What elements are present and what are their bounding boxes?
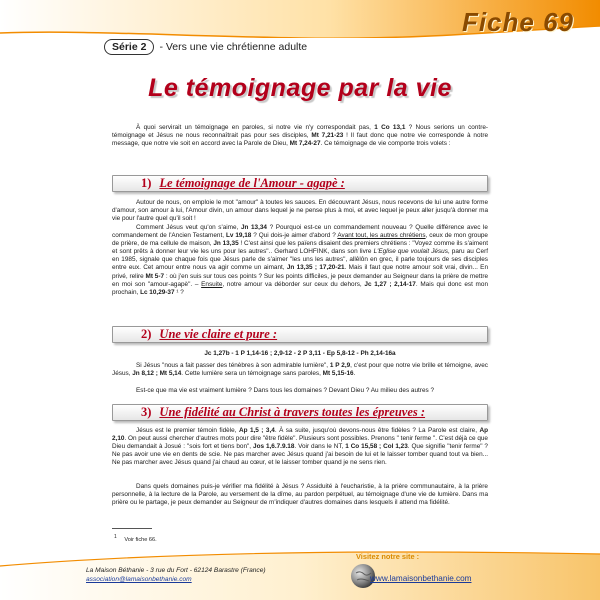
text-run: Dans quels domaines puis-je vérifier ma fidélité à Jésus ? Assiduité à l'eucharistie, à la prière communautaire, à la prière personnelle, à la lecture de la Parole, au versement de la dîme, au pardon perpétuel, au témoignage d'une vie de lumière. Dans ma prière ou le partage, je peux demander au Seigneur de m'indiquer d'autres domaines dans lesquels il attend ma fidélité. <box>112 483 488 507</box>
text-run: Si Jésus "nous a fait passer des ténèbres à son admirable lumière", <box>136 362 330 369</box>
section-heading-1 <box>112 175 488 192</box>
bible-reference: Jn 13,35 <box>213 240 239 248</box>
text-run: ! Il faut donc que notre vie corresponde à notre message, que notre vie soit en accord avec la Parole de Dieu, <box>112 132 488 148</box>
text-run: ? Nous serions un contre-témoignage et Jésus ne nous reconnaîtrait pas pour ses disciples, <box>112 124 489 140</box>
text-run: . Voir dans le NT, <box>294 443 346 451</box>
bible-reference: Mt 5,15-16 <box>322 370 354 378</box>
section1-paragraph-1 <box>112 199 488 223</box>
website-link[interactable]: www.lamaisonbethanie.com <box>370 574 472 583</box>
serie-line <box>104 37 307 57</box>
serie-badge: Série 2 <box>104 39 154 55</box>
text-run: Est-ce que ma vie est vraiment lumière ? Dans tous les domaines ? Devant Dieu ? Au milieu des autres ? <box>136 387 435 394</box>
section2-references: Jc 1,27b - 1 P 1,14-16 ; 2,9-12 - 2 P 3,11 - Ep 5,8-12 - Ph 2,14-16a <box>204 350 396 357</box>
section-label: Une vie claire et pure : <box>159 327 278 341</box>
section3-paragraph-1 <box>112 427 488 467</box>
section-heading-2 <box>112 326 488 343</box>
bible-reference: Jn 8,12 ; Mt 5,14 <box>132 370 182 378</box>
text-run: Comment Jésus veut qu'on s'aime, <box>136 224 241 231</box>
footer-email-link[interactable]: association@lamaisonbethanie.com <box>86 576 192 583</box>
bible-reference: Lc 10,29-37 <box>140 288 175 296</box>
footer-contact <box>86 566 266 584</box>
text-run: . Cette lumière sera un témoignage sans paroles, <box>181 370 323 378</box>
text-run: , ceux de mon groupe de prière, de ma cellule de maison, <box>112 232 488 248</box>
text-run: : où j'en suis sur tous ces points ? Sur les points difficiles, je peux demander au Seigneur dans la prière de mettre en moi son "amour-agapè". – <box>112 272 489 288</box>
text-run: . <box>353 370 356 378</box>
text-run: . Mais qui donc est mon prochain, <box>112 280 488 296</box>
text-run: . On peut aussi chercher d'autres mots pour dire "être fidèle". Plusieurs sont possibles. Prenons " tenir ferme ". C'est déjà ce que Dieu demandait à Josué : "sois fort et tiens bon", <box>112 435 488 451</box>
text-run: , paru au Cerf en 1985, signale que chaque fois que Jésus parle de s'aimer "les uns les autres", allêlôn en grec, il parle toujours de ses disciples entre eux. Cet amour entre nous va agir comme un aimant, <box>112 248 488 272</box>
footnote <box>114 534 157 543</box>
text-run: . À sa suite, jusqu'où devons-nous être fidèles ? La Parole est claire, <box>274 427 480 434</box>
bible-reference: Jn 13,34 <box>240 224 267 231</box>
bible-reference: 1 Co 13,1 <box>374 124 406 131</box>
text-run: . Que signifie "tenir ferme" ? Ne pas avoir une vie en dents de scie. Ne pas marcher avec Jésus quand j'ai besoin de lui et le laisser tomber quand tout va bien... Ne pas marcher avec Jésus quand j'ai chaud au cœur, et le laisser tomber quand je ne sens rien. <box>112 443 488 467</box>
text-run: Avant tout, les autres chrétiens <box>337 232 426 240</box>
bible-reference: Jn 13,35 ; 17,20-21 <box>286 264 345 272</box>
bible-reference: 1 P 2,9 <box>329 362 351 369</box>
fiche-number: Fiche 69 <box>461 7 574 37</box>
text-run: Ensuite <box>201 280 223 288</box>
footer-address: La Maison Béthanie - 3 rue du Fort - 62124 Barastre (France) <box>86 567 266 574</box>
text-run: , notre amour va déborder sur ceux du dehors, <box>222 280 365 288</box>
section-label: Une fidélité au Christ à travers toutes les épreuves : <box>159 405 426 419</box>
text-run: Jésus est le premier témoin fidèle, <box>136 427 239 434</box>
section2-paragraph-1 <box>112 362 488 378</box>
section-number: 1) <box>141 176 152 190</box>
text-run: . Mais il faut que notre amour soit vrai, divin... En privé, relire <box>112 264 488 280</box>
section-label: Le témoignage de l'Amour - agapè : <box>159 176 345 190</box>
bible-reference: Mt 7,21-23 <box>311 132 344 140</box>
bible-reference: Jc 1,27 ; 2,14-17 <box>364 280 416 288</box>
bible-reference: Mt 5-7 <box>145 272 165 280</box>
bible-reference: 1 Co 15,58 ; Col 1,23 <box>345 443 408 451</box>
bible-reference: Ap 2,10 <box>112 427 488 443</box>
text-run: , c'est pour que notre vie brille et témoigne, avec Jésus, <box>112 362 488 378</box>
visit-label: Visitez notre site : <box>356 552 420 561</box>
bible-reference: Lv 19,18 <box>225 232 252 240</box>
section-number: 2) <box>141 327 152 341</box>
page-title: Le témoignage par la vie <box>148 74 452 102</box>
section1-paragraph-2 <box>112 224 488 297</box>
text-run: L'Eglise que voulait Jésus <box>373 248 448 256</box>
section-number: 3) <box>141 405 152 419</box>
text-run: Autour de nous, on emploie le mot "amour" à toutes les sauces. En découvrant Jésus, nous recevons de lui une autre forme d'amour, son amour à lui, l'Amour divin, un amour dans lequel je ne pense plus à moi, et avec lequel je peux aller jusqu'à donner ma vie pour l'autre quel qu'il soit ! <box>112 199 488 223</box>
intro-paragraph <box>112 124 488 148</box>
text-run: À quoi servirait un témoignage en paroles, si notre vie n'y correspondait pas, <box>136 124 375 131</box>
footnote-number: 1 <box>114 534 117 540</box>
text-run: ? Qui dois-je aimer d'abord ? <box>251 232 338 240</box>
section2-paragraph-2 <box>112 387 488 395</box>
text-run: ! C'est ainsi que les païens disaient des premiers chrétiens : "Voyez comme ils s'aiment et sont prêts à donner leur vie les uns pour les autres".. Gerhard LOHFINK, dans son livre <box>112 240 488 256</box>
bible-reference: Ap 1,5 ; 3,4 <box>238 427 275 434</box>
text-run: . Ce témoignage de vie comporte trois volets : <box>320 140 451 148</box>
footnote-text: Voir fiche 66. <box>124 536 157 543</box>
text-run: ¹ ? <box>174 288 184 296</box>
bible-reference: Jos 1,6.7.9.18 <box>253 443 295 451</box>
section3-paragraph-2 <box>112 483 488 507</box>
text-run: ? Pourquoi est-ce un commandement nouveau ? Quelle différence avec le commandement de l'Ancien Testament, <box>112 224 488 240</box>
serie-subtitle: - Vers une vie chrétienne adulte <box>159 41 308 53</box>
bible-reference: Mt 7,24-27 <box>289 140 321 148</box>
section-heading-3 <box>112 404 488 421</box>
footnote-rule <box>112 528 152 529</box>
